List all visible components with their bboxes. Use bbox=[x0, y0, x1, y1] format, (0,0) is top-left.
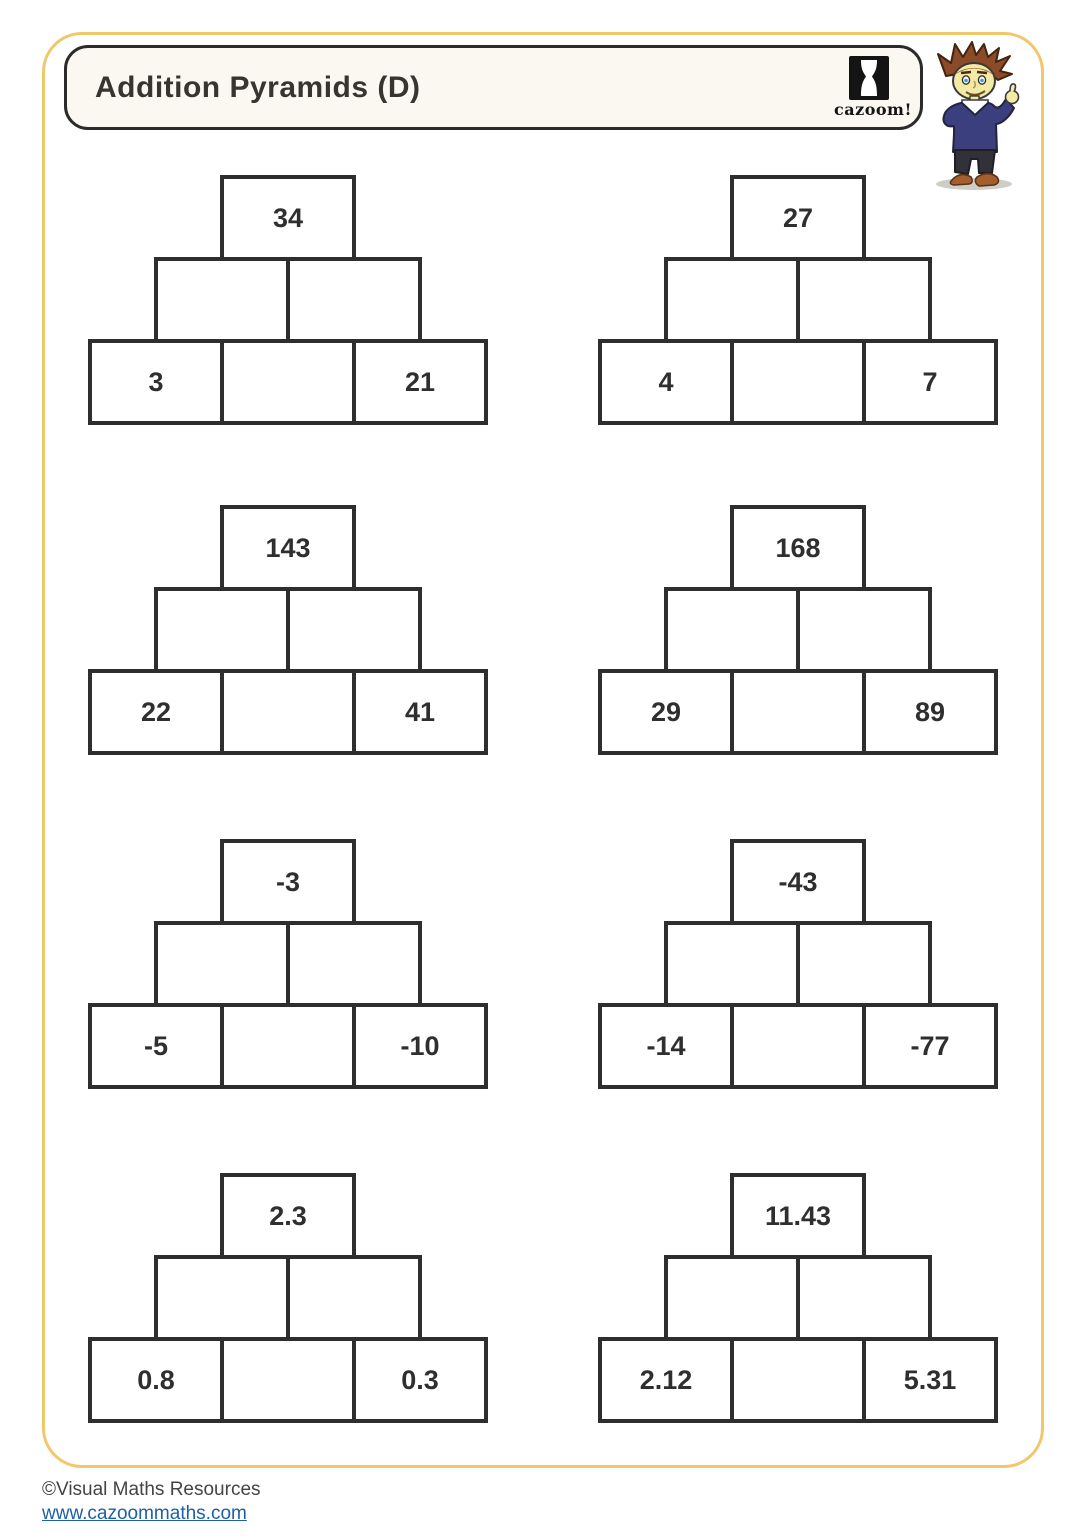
pyramid-4-bottom-center-cell bbox=[730, 669, 866, 755]
pyramid-2-row-middle bbox=[664, 257, 932, 343]
pyramid-1-bottom-left-cell: 3 bbox=[88, 339, 224, 425]
pyramid-1-mid-left-cell bbox=[154, 257, 290, 343]
pyramid-6-mid-left-cell bbox=[664, 921, 800, 1007]
pyramid-6 bbox=[598, 839, 998, 1089]
cazoom-logo bbox=[834, 55, 912, 119]
pyramid-7-top-cell: 2.3 bbox=[220, 1173, 356, 1259]
pyramid-7-bottom-left-cell: 0.8 bbox=[88, 1337, 224, 1423]
pyramid-8-bottom-center-cell bbox=[730, 1337, 866, 1423]
pyramid-1-row-middle bbox=[154, 257, 422, 343]
pyramid-8-bottom-left-cell: 2.12 bbox=[598, 1337, 734, 1423]
pyramid-1-mid-right-cell bbox=[286, 257, 422, 343]
cazoom-logo-text: cazoom! bbox=[834, 100, 912, 119]
pyramid-3-row-bottom bbox=[88, 669, 488, 755]
pyramid-8 bbox=[598, 1173, 998, 1423]
pyramid-3-row-top bbox=[220, 505, 356, 591]
pyramid-2-bottom-left-cell: 4 bbox=[598, 339, 734, 425]
pyramid-2-mid-left-cell bbox=[664, 257, 800, 343]
pyramid-7-row-bottom bbox=[88, 1337, 488, 1423]
pyramid-6-row-middle bbox=[664, 921, 932, 1007]
pyramid-5-row-bottom bbox=[88, 1003, 488, 1089]
pyramid-8-row-top bbox=[730, 1173, 866, 1259]
pyramid-6-bottom-left-cell: -14 bbox=[598, 1003, 734, 1089]
pyramid-4-mid-right-cell bbox=[796, 587, 932, 673]
pyramid-6-row-bottom bbox=[598, 1003, 998, 1089]
pyramid-2-bottom-right-cell: 7 bbox=[862, 339, 998, 425]
pyramid-5 bbox=[88, 839, 488, 1089]
pyramid-6-bottom-center-cell bbox=[730, 1003, 866, 1089]
pyramid-1-top-cell: 34 bbox=[220, 175, 356, 261]
pyramid-7-bottom-center-cell bbox=[220, 1337, 356, 1423]
pyramid-5-mid-left-cell bbox=[154, 921, 290, 1007]
pyramid-2-row-top bbox=[730, 175, 866, 261]
pyramid-7-row-top bbox=[220, 1173, 356, 1259]
pyramid-6-top-cell: -43 bbox=[730, 839, 866, 925]
pyramid-4-row-middle bbox=[664, 587, 932, 673]
worksheet-header bbox=[64, 45, 923, 130]
pyramid-4-top-cell: 168 bbox=[730, 505, 866, 591]
pyramid-8-top-cell: 11.43 bbox=[730, 1173, 866, 1259]
page-title: Addition Pyramids (D) bbox=[95, 70, 421, 104]
pyramid-5-top-cell: -3 bbox=[220, 839, 356, 925]
pyramid-2-bottom-center-cell bbox=[730, 339, 866, 425]
pyramid-8-mid-left-cell bbox=[664, 1255, 800, 1341]
pyramid-2 bbox=[598, 175, 998, 425]
pyramid-1 bbox=[88, 175, 488, 425]
pyramid-1-bottom-center-cell bbox=[220, 339, 356, 425]
cazoommaths-link[interactable]: www.cazoommaths.com bbox=[42, 1503, 247, 1524]
copyright-text: ©Visual Maths Resources bbox=[42, 1479, 261, 1500]
pyramid-7-bottom-right-cell: 0.3 bbox=[352, 1337, 488, 1423]
pyramid-1-row-top bbox=[220, 175, 356, 261]
pyramid-8-bottom-right-cell: 5.31 bbox=[862, 1337, 998, 1423]
pyramid-6-row-top bbox=[730, 839, 866, 925]
pyramid-7 bbox=[88, 1173, 488, 1423]
pyramid-5-bottom-center-cell bbox=[220, 1003, 356, 1089]
pyramid-6-mid-right-cell bbox=[796, 921, 932, 1007]
pyramid-3-mid-left-cell bbox=[154, 587, 290, 673]
pyramid-3-bottom-center-cell bbox=[220, 669, 356, 755]
pyramid-3-top-cell: 143 bbox=[220, 505, 356, 591]
pyramid-7-mid-left-cell bbox=[154, 1255, 290, 1341]
pyramid-6-bottom-right-cell: -77 bbox=[862, 1003, 998, 1089]
pyramid-7-mid-right-cell bbox=[286, 1255, 422, 1341]
pyramid-5-bottom-right-cell: -10 bbox=[352, 1003, 488, 1089]
pyramid-1-row-bottom bbox=[88, 339, 488, 425]
pyramid-3 bbox=[88, 505, 488, 755]
pyramid-4-mid-left-cell bbox=[664, 587, 800, 673]
pyramid-1-bottom-right-cell: 21 bbox=[352, 339, 488, 425]
pyramid-5-bottom-left-cell: -5 bbox=[88, 1003, 224, 1089]
pyramid-3-bottom-right-cell: 41 bbox=[352, 669, 488, 755]
pyramid-4-bottom-left-cell: 29 bbox=[598, 669, 734, 755]
pyramid-4 bbox=[598, 505, 998, 755]
pyramid-8-row-middle bbox=[664, 1255, 932, 1341]
pyramid-3-bottom-left-cell: 22 bbox=[88, 669, 224, 755]
pyramid-5-row-middle bbox=[154, 921, 422, 1007]
pyramid-4-row-top bbox=[730, 505, 866, 591]
mascot-boy-illustration bbox=[928, 40, 1028, 192]
pyramid-2-top-cell: 27 bbox=[730, 175, 866, 261]
cazoom-glass-icon bbox=[848, 55, 890, 101]
pyramid-2-mid-right-cell bbox=[796, 257, 932, 343]
pyramid-4-bottom-right-cell: 89 bbox=[862, 669, 998, 755]
pyramid-4-row-bottom bbox=[598, 669, 998, 755]
pyramid-5-row-top bbox=[220, 839, 356, 925]
pyramid-3-mid-right-cell bbox=[286, 587, 422, 673]
pyramid-8-row-bottom bbox=[598, 1337, 998, 1423]
pyramid-7-row-middle bbox=[154, 1255, 422, 1341]
pyramid-2-row-bottom bbox=[598, 339, 998, 425]
page-footer bbox=[42, 1478, 261, 1527]
pyramid-8-mid-right-cell bbox=[796, 1255, 932, 1341]
pyramid-5-mid-right-cell bbox=[286, 921, 422, 1007]
pyramid-3-row-middle bbox=[154, 587, 422, 673]
